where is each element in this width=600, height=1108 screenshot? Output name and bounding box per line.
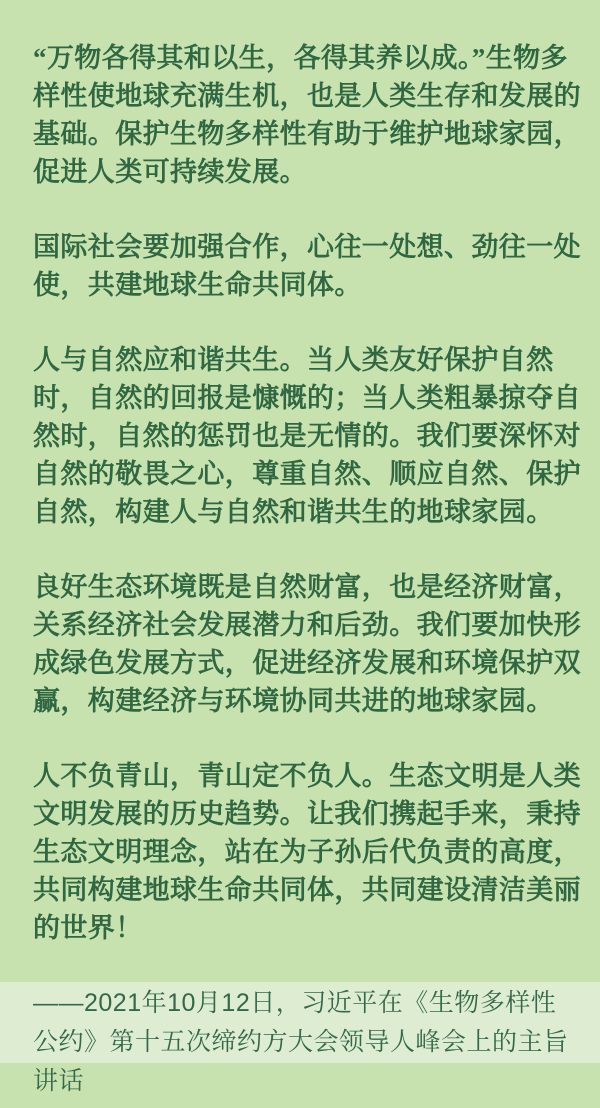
attribution-text: ——2021年10月12日，习近平在《生物多样性公约》第十五次缔约方大会领导人峰会上的主旨讲话 <box>33 989 569 1095</box>
quote-paragraph: “万物各得其和以生，各得其养以成。”生物多样性使地球充满生机，也是人类生存和发展的基础。保护生物多样性有助于维护地球家园，促进人类可持续发展。 <box>33 43 581 187</box>
quote-paragraph: 人不负青山，青山定不负人。生态文明是人类文明发展的历史趋势。让我们携起手来，秉持生态文明理念，站在为子孙后代负责的高度，共同构建地球生命共同体，共同建设清洁美丽的世界！ <box>33 761 581 943</box>
attribution-band <box>0 982 600 1095</box>
quote-paragraph: 人与自然应和谐共生。当人类友好保护自然时，自然的回报是慷慨的；当人类粗暴掠夺自然时，自然的惩罚也是无情的。我们要深怀对自然的敬畏之心，尊重自然、顺应自然、保护自然，构建人与自然和谐共生的地球家园。 <box>33 345 581 527</box>
quote-paragraph: 良好生态环境既是自然财富，也是经济财富，关系经济社会发展潜力和后劲。我们要加快形成绿色发展方式，促进经济发展和环境保护双赢，构建经济与环境协同共进的地球家园。 <box>33 572 581 716</box>
quote-paragraph: 国际社会要加强合作，心往一处想、劲往一处使，共建地球生命共同体。 <box>33 232 581 300</box>
